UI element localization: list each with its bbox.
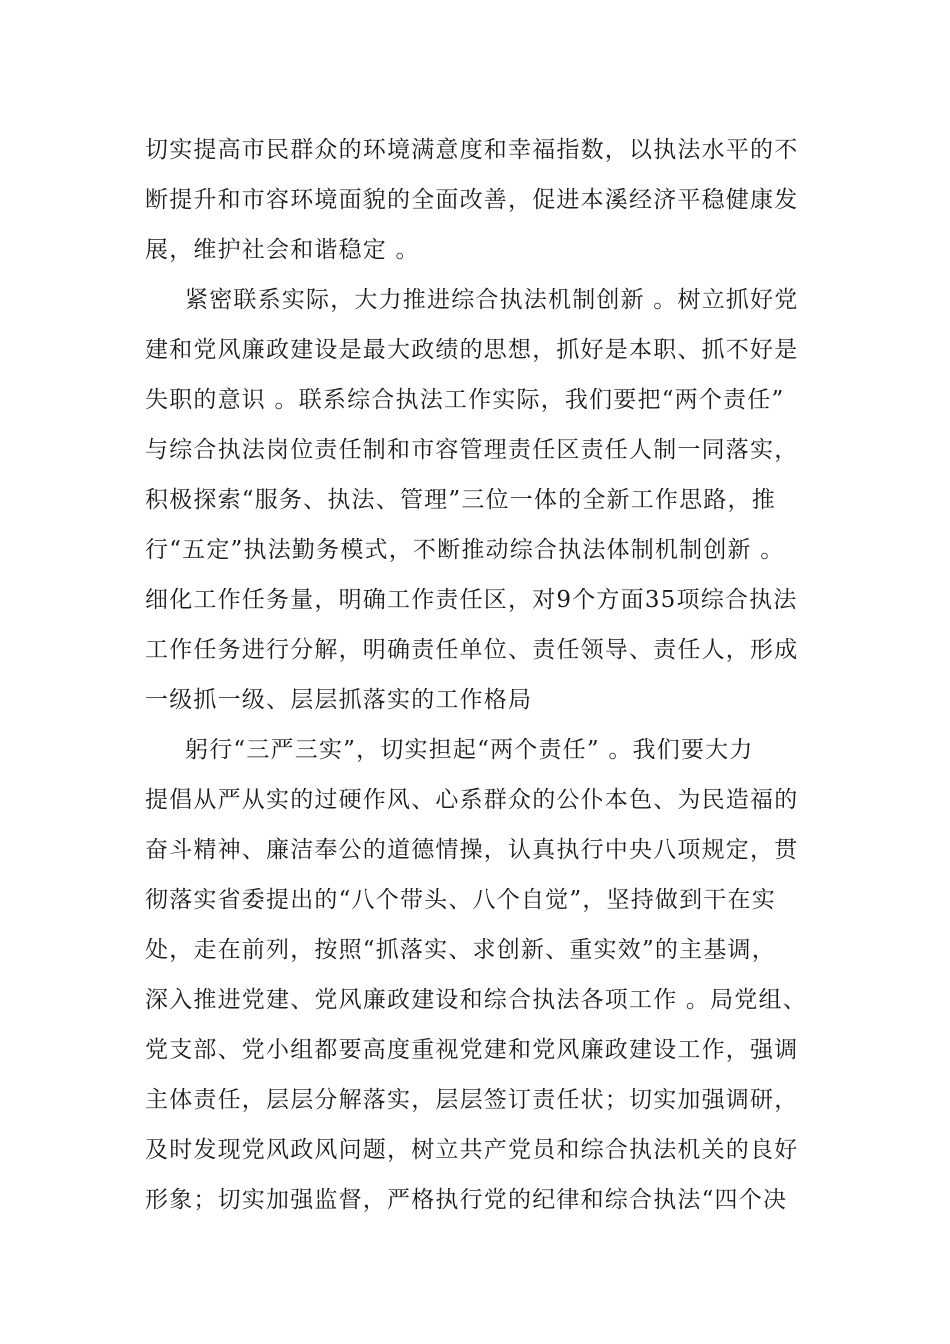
text-line (0, 430, 950, 470)
line-text: 一级抓一级、层层抓落实的工作格局 (145, 687, 533, 713)
line-text: 及时发现党风政风问题，树立共产党员和综合执法机关的良好 (145, 1137, 799, 1163)
text-line (0, 180, 950, 220)
text-line (0, 780, 950, 820)
line-text: 躬行“三严三实”，切实担起“两个责任” 。我们要大力 (185, 737, 754, 763)
line-text: 彻落实省委提出的“八个带头、八个自觉”，坚持做到干在实 (145, 887, 776, 913)
line-text: 主体责任，层层分解落实，层层签订责任状；切实加强调研， (145, 1087, 799, 1113)
text-line (0, 480, 950, 520)
text-line (0, 730, 950, 770)
text-line (0, 530, 950, 570)
line-text: 积极探索“服务、执法、管理”三位一体的全新工作思路，推 (145, 487, 776, 513)
line-text: 行“五定”执法勤务模式，不断推动综合执法体制机制创新 。 (145, 537, 785, 563)
text-line (0, 830, 950, 870)
line-text: 处，走在前列，按照“抓落实、求创新、重实效”的主基调， (145, 937, 776, 963)
text-line (0, 930, 950, 970)
text-line (0, 880, 950, 920)
line-text: 细化工作任务量，明确工作责任区，对9个方面35项综合执法 (145, 587, 798, 613)
line-text: 断提升和市容环境面貌的全面改善，促进本溪经济平稳健康发 (145, 187, 799, 213)
line-text: 奋斗精神、廉洁奉公的道德情操，认真执行中央八项规定，贯 (145, 837, 799, 863)
text-line (0, 280, 950, 320)
text-line (0, 630, 950, 670)
text-line (0, 1130, 950, 1170)
text-line (0, 1180, 950, 1220)
line-text: 提倡从严从实的过硬作风、心系群众的公仆本色、为民造福的 (145, 787, 799, 813)
line-text: 与综合执法岗位责任制和市容管理责任区责任人制一同落实， (145, 437, 799, 463)
text-line (0, 1030, 950, 1070)
text-line (0, 980, 950, 1020)
line-text: 建和党风廉政建设是最大政绩的思想，抓好是本职、抓不好是 (145, 337, 799, 363)
text-line (0, 680, 950, 720)
line-text: 展，维护社会和谐稳定 。 (145, 237, 420, 263)
text-line (0, 580, 950, 620)
line-text: 切实提高市民群众的环境满意度和幸福指数，以执法水平的不 (145, 137, 799, 163)
line-text: 紧密联系实际，大力推进综合执法机制创新 。树立抓好党 (185, 287, 799, 313)
line-text: 失职的意识 。联系综合执法工作实际，我们要把“两个责任” (145, 387, 785, 413)
text-line (0, 380, 950, 420)
line-text: 深入推进党建、党风廉政建设和综合执法各项工作 。局党组、 (145, 987, 807, 1013)
text-line (0, 330, 950, 370)
text-line (0, 130, 950, 170)
line-text: 工作任务进行分解，明确责任单位、责任领导、责任人，形成 (145, 637, 799, 663)
text-line (0, 230, 950, 270)
text-line (0, 1080, 950, 1120)
line-text: 党支部、党小组都要高度重视党建和党风廉政建设工作，强调 (145, 1037, 799, 1063)
line-text: 形象；切实加强监督，严格执行党的纪律和综合执法“四个决 (145, 1187, 788, 1213)
